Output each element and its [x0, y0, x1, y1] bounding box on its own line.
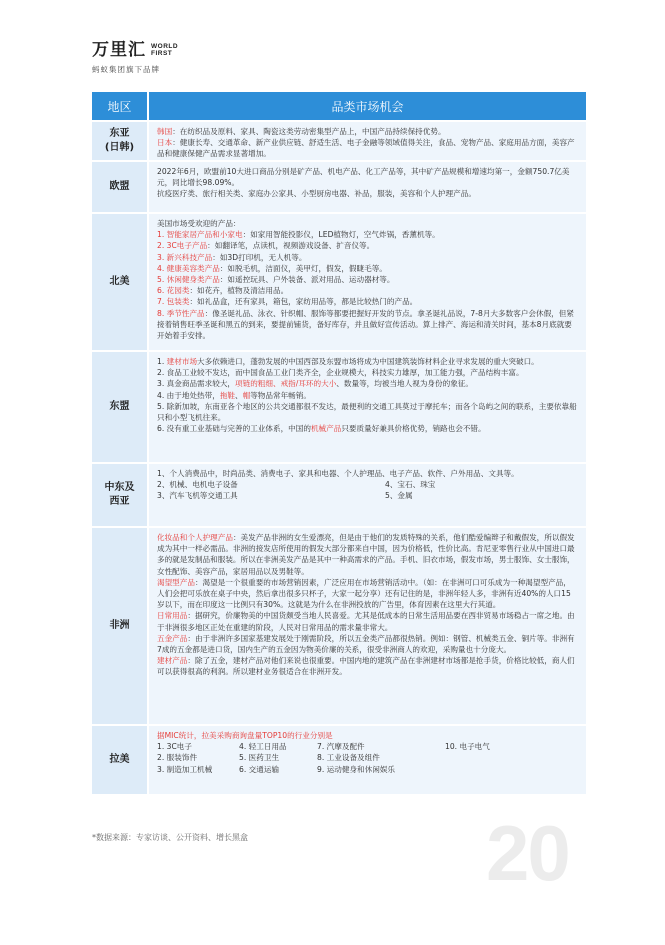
grid-item: 6. 交通运输 [239, 764, 280, 774]
data-source: *数据来源：专家访谈、公开资料、增长黑盒 [92, 833, 248, 842]
region-label: 欧盟 [92, 162, 147, 212]
grid-item: 9. 运动健身和休闲娱乐 [317, 764, 396, 774]
region-content [147, 122, 586, 160]
region-content [147, 352, 586, 462]
content-line: 建材产品：除了五金，建材产品对他们来说也很重要。中国内地的建筑产品在非洲建材市场都是抢手货，价格比较低，商人们可以获得很高的利润。所以建材业务很适合在非洲开发。 [157, 656, 575, 677]
brand-name-cn: 万里汇 [92, 40, 146, 60]
region-content [147, 464, 586, 526]
content-line: 美国市场受欢迎的产品： [157, 219, 241, 228]
grid-item: 4. 轻工日用品 [239, 742, 287, 752]
content-line: 韩国：在纺织品及原料、家具、陶瓷这类劳动密集型产品上，中国产品持续保持优势。 [157, 127, 446, 136]
content-line: 7. 包装类：如礼品盒，还有家具，箱包，家纺用品等，都是比较热门的产品。 [157, 297, 418, 307]
grid-item: 2. 服装饰件 [157, 753, 198, 763]
content-line: 2022年6月，欧盟前10大进口商品分别是矿产品、机电产品、化工产品等，其中矿产品规模和增速均第一，金额750.7亿美元，同比增长98.09%。 [157, 167, 570, 188]
grid-item: 5、金属 [385, 491, 413, 501]
table-row [92, 724, 586, 794]
table-header [92, 92, 586, 120]
grid-item: 1. 3C电子 [157, 742, 192, 752]
table-row [92, 212, 586, 350]
grid-item: 5. 医药卫生 [239, 753, 280, 763]
grid-item [445, 752, 578, 763]
content-line: 日常用品：据研究，价廉物美的中国货颇受当地人民喜爱。尤其是低成本的日常生活用品要在西非贸易市场稳占一席之地。由于非洲很多地区正处在重建的阶段，人民对日常用品的需求量非常大。 [157, 611, 575, 632]
table-row [92, 462, 586, 526]
item-grid [157, 741, 578, 775]
header-opportunity: 品类市场机会 [147, 92, 586, 120]
grid-item: 7. 汽摩及配件 [317, 742, 365, 752]
brand-name-en: WORLD FIRST [151, 42, 179, 57]
content-line: 4. 由于地处热带，拖鞋、帽等物品常年畅销。 [157, 390, 311, 400]
content-title: 据MIC统计，拉美采购商询盘量TOP10的行业分别是 [157, 731, 333, 740]
grid-item [445, 764, 578, 775]
region-label: 东亚 (日韩) [92, 122, 147, 160]
content-line: 6. 没有重工业基础与完善的工业体系，中国的机械产品只要质量好兼具价格优势，销路也会不错。 [157, 424, 486, 434]
region-content [147, 214, 586, 350]
region-content [147, 528, 586, 724]
content-line: 渴望型产品：渴望是一个很重要的市场营销因素，广泛应用在市场营销活动中。（如：在非洲可口可乐成为一种渴望型产品，人们会把可乐放在桌子中央，然后拿出很多只杯子，大家一起分享）还有记住的是，非洲年轻人多，非洲有近40%的人口15岁以下，而在印度这一比例只有30%。这就是为什么在非洲投放的广告里，体育因素在这里大行其道。 [157, 577, 571, 610]
grid-item: 4、宝石、珠宝 [385, 480, 436, 490]
region-label: 非洲 [92, 528, 147, 724]
content-line: 2. 食品工业较不发达，而中国食品工业门类齐全，企业规模大，科技实力雄厚，加工能力强，产品结构丰富。 [157, 368, 524, 378]
market-table [92, 92, 586, 794]
content-line: 5. 休闲健身类产品：如遥控玩具、户外装备、派对用品、运动器材等。 [157, 275, 395, 285]
content-line: 日本：健康长寿、交通革命、新产业供应链、舒适生活、电子金融等领域值得关注，食品、宠物产品、家庭用品方面，美容产品和健康保健产品需求显著增加。 [157, 138, 575, 159]
grid-item: 3、汽车飞机等交通工具 [157, 491, 238, 501]
table-row [92, 120, 586, 160]
region-content [147, 726, 586, 794]
content-line: 1. 智能家居产品和小家电：如家用智能投影仪，LED植物灯，空气炸锅，香薰机等。 [157, 230, 440, 240]
content-line: 5. 除新加坡，东南亚各个地区的公共交通都很不发达，最便利的交通工具莫过于摩托车；而各个岛屿之间的联系，主要依靠船只和小型飞机往来。 [157, 401, 577, 423]
content-line: 4. 健康美容类产品：如脱毛机，洁面仪，美甲灯，假发，假睫毛等。 [157, 263, 387, 273]
content-line: 五金产品：由于非洲许多国家基建发展处于刚需阶段，所以五金类产品都很热销。例如：钢管、机械类五金、铜片等。非洲有7成的五金都是进口货，国内生产的五金因为物美价廉的关系，很受非洲商人的欢迎，采购量也十分庞大。 [157, 633, 575, 655]
brand-logo [92, 40, 178, 75]
region-label: 中东及 西亚 [92, 464, 147, 526]
region-label: 北美 [92, 214, 147, 350]
item-grid [157, 479, 578, 501]
content-line: 3. 新兴科技产品：如3D打印机，无人机等。 [157, 252, 307, 262]
table-row [92, 526, 586, 724]
content-line: 2. 3C电子产品：如翻译笔，点读机，视频游戏设备、扩音仪等。 [157, 241, 375, 251]
grid-item: 2、机械、电机电子设备 [157, 480, 238, 490]
content-line: 化妆品和个人护理产品：美发产品非洲的女生爱漂亮，但是由于他们的发质特殊的关系，他们酷爱编辫子和戴假发，所以假发成为其中一样必需品。非洲的接发店所使用的假发大部分都来自中国，因为价格低，性价比高。肯尼亚零售行业从中国进口最多的就是发制品和服装。所以在非洲美发产品是其中一种高需求的产品。手机、旧衣市场，假发市场，男士服饰、女士服饰，女性配饰、美容产品，家居用品以及男鞋等。 [157, 533, 575, 576]
content-line: 3. 真金商品需求较大，项链的粗细、戒指/耳环的大小、数量等，均被当地人视为身份的象征。 [157, 379, 473, 389]
content-line: 8. 季节性产品：像圣诞礼品、泳衣、针织帽、服饰等都要把握好开发的节点。拿圣诞礼品说，7-8月大多数客户会休假，但紧接着销售旺季圣诞和黑五的到来，要提前铺货，备好库存，并且做好宣传活动。算上排产、海运和清关时间，基本8月底就要开始着手安排。 [157, 308, 574, 341]
region-label: 东盟 [92, 352, 147, 462]
grid-item: 10. 电子电气 [445, 742, 490, 752]
content-intro: 1、个人消费品中，时尚品类、消费电子、家具和电器、个人护理品、电子产品、软件、户外用品、文具等。 [157, 469, 519, 478]
table-row [92, 350, 586, 462]
page-number: 20 [486, 809, 569, 897]
region-content [147, 162, 586, 212]
content-line: 1. 建材市场大多依赖进口，蓬勃发展的中国西部及东盟市场将成为中国建筑装饰材料企业寻求发展的重大突破口。 [157, 357, 539, 366]
region-label: 拉美 [92, 726, 147, 794]
grid-item: 8. 工业设备及组件 [317, 753, 380, 763]
table-row [92, 160, 586, 212]
brand-subtitle: 蚂蚁集团旗下品牌 [92, 65, 160, 74]
header-region: 地区 [107, 99, 132, 114]
content-line: 抗疫医疗类、旅行相关类、家庭办公家具、小型厨房电器、补品，服装，美容和个人护理产品。 [157, 189, 476, 199]
grid-item: 3. 制造加工机械 [157, 764, 213, 774]
content-line: 6. 花园类：如花卉，植物及清洁用品。 [157, 286, 289, 296]
